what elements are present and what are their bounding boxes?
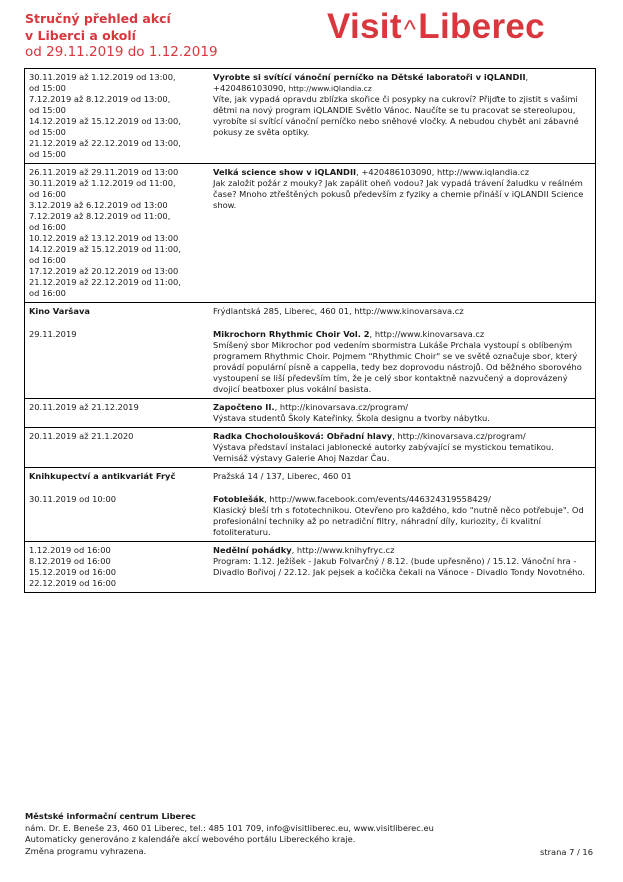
event-info xyxy=(209,485,596,542)
event-description: Víte, jak vypadá opravdu zblízka skořice či posypky na cukroví? Přijďte to zjistit s vašimi dětmi na nový program iQLANDIE Světlo Vánoc. Naučíte se tu pracovat se stereolupou, vyrobíte si svítící vánoční perníčko nebo sněhové vločky. A nebudou chybět ani zábavné pokusy ze světa optiky. xyxy=(213,94,579,137)
event-title: Radka Chocholoušková: Obřadní hlavy xyxy=(213,431,393,441)
event-row xyxy=(25,320,596,399)
event-row xyxy=(25,164,596,303)
event-date-line: 30.11.2019 až 1.12.2019 od 11:00, xyxy=(29,178,176,188)
event-contact: , +420486103090, xyxy=(213,72,529,93)
venue-name: Knihkupectví a antikvariát Fryč xyxy=(25,468,210,486)
event-date-line: 30.11.2019 až 1.12.2019 od 13:00, xyxy=(29,72,176,82)
event-description: Jak založit požár z mouky? Jak zapálit oheň vodou? Jak vypadá trávení žaludku v reálném čase? Mnoho ztřeštěných pokusů především z fyziky a chemie přináší v iQLANDII Science show. xyxy=(213,178,584,210)
event-contact: , +420486103090, http://www.iqlandia.cz xyxy=(356,167,530,177)
event-date-line: od 16:00 xyxy=(29,222,66,232)
event-date: 30.11.2019 od 10:00 xyxy=(25,485,210,542)
event-date-line: 1.12.2019 od 16:00 xyxy=(29,545,111,555)
title-line-2: v Liberci a okolí xyxy=(25,28,136,43)
event-title: Fotoblešák xyxy=(213,494,265,504)
event-dates xyxy=(25,164,210,303)
event-row xyxy=(25,485,596,542)
event-date-line: 15.12.2019 od 16:00 xyxy=(29,567,117,577)
event-description: Program: 1.12. Ježíšek - Jakub Folvarčný / 8.12. (bude upřesněno) / 15.12. Vánoční hra - Divadlo Bořivoj / 22.12. Jak pejsek a kočička čekali na Vánoce - Divadlo Tondy Novotného. xyxy=(213,556,585,577)
event-dates xyxy=(25,69,210,164)
event-info xyxy=(209,399,596,428)
event-info xyxy=(209,69,596,164)
event-info xyxy=(209,320,596,399)
event-date: 20.11.2019 až 21.1.2020 xyxy=(25,428,210,468)
footer-org: Městské informační centrum Liberec xyxy=(25,811,196,821)
event-row xyxy=(25,399,596,428)
visit-liberec-logo: Visit^Liberec xyxy=(327,7,545,46)
event-description: Výstava představí instalaci jablonecké autorky zabývající se mystickou tematikou. Vernisáž výstavy Galerie Ahoj Nazdar Čau. xyxy=(213,442,554,463)
event-date-line: 14.12.2019 až 15.12.2019 od 13:00, xyxy=(29,116,181,126)
footer-auto-note: Automaticky generováno z kalendáře akcí webového portálu Libereckého kraje. xyxy=(25,834,356,844)
event-row xyxy=(25,428,596,468)
venue-row xyxy=(25,468,596,486)
event-date-line: od 15:00 xyxy=(29,127,66,137)
page-number: strana 7 / 16 xyxy=(540,847,593,857)
venue-address: Pražská 14 / 137, Liberec, 460 01 xyxy=(209,468,596,486)
event-contact: , http://kinovarsava.cz/program/ xyxy=(274,402,409,412)
date-range: od 29.11.2019 do 1.12.2019 xyxy=(25,44,218,60)
venue-name: Kino Varšava xyxy=(25,303,210,321)
event-date-line: 22.12.2019 od 16:00 xyxy=(29,578,117,588)
event-date-line: od 15:00 xyxy=(29,105,66,115)
event-info xyxy=(209,428,596,468)
event-date-line: od 16:00 xyxy=(29,189,66,199)
event-title: Nedělní pohádky xyxy=(213,545,292,555)
footer xyxy=(25,811,434,857)
event-info xyxy=(209,542,596,593)
event-date-line: 3.12.2019 až 6.12.2019 od 13:00 xyxy=(29,200,168,210)
event-date-line: 21.12.2019 až 22.12.2019 od 13:00, xyxy=(29,138,181,148)
event-description: Klasický bleší trh s fototechnikou. Otevřeno pro každého, kdo "nutně něco potřebuje". Od profesionální techniky až po netradiční filtry, náhradní díly, kuriozity, či kvalitní fotoliteraturu. xyxy=(213,505,584,537)
venue-address: Frýdlantská 285, Liberec, 460 01, http://www.kinovarsava.cz xyxy=(209,303,596,321)
events-table xyxy=(24,68,596,593)
event-contact: , http://kinovarsava.cz/program/ xyxy=(392,431,526,441)
event-date-line: 10.12.2019 až 13.12.2019 od 13:00 xyxy=(29,233,179,243)
event-date-line: 14.12.2019 až 15.12.2019 od 11:00, xyxy=(29,244,181,254)
title-line-1: Stručný přehled akcí xyxy=(25,11,171,26)
event-row xyxy=(25,69,596,164)
event-dates xyxy=(25,542,210,593)
event-title: Vyrobte si svítící vánoční perníčko na Dětské laboratoři v iQLANDII xyxy=(213,72,526,82)
document-title xyxy=(25,10,218,61)
event-date: 29.11.2019 xyxy=(25,320,210,399)
event-date-line: 7.12.2019 až 8.12.2019 od 11:00, xyxy=(29,211,171,221)
event-date-line: od 16:00 xyxy=(29,255,66,265)
event-row xyxy=(25,542,596,593)
venue-row xyxy=(25,303,596,321)
footer-change-note: Změna programu vyhrazena. xyxy=(25,845,147,856)
event-url[interactable]: http://www.iQlandia.cz xyxy=(288,84,372,93)
event-date-line: 26.11.2019 až 29.11.2019 od 13:00 xyxy=(29,167,179,177)
event-date-line: 21.12.2019 až 22.12.2019 od 11:00, xyxy=(29,277,181,287)
event-contact: , http://www.knihyfryc.cz xyxy=(291,545,395,555)
event-description: Výstava studentů Školy Kateřinky. Škola designu a tvorby nábytku. xyxy=(213,413,490,423)
event-contact: , http://www.kinovarsava.cz xyxy=(369,329,485,339)
footer-address: nám. Dr. E. Beneše 23, 460 01 Liberec, tel.: 485 101 709, info@visitliberec.eu, www.visitliberec.eu xyxy=(25,822,434,833)
event-title: Mikrochorn Rhythmic Choir Vol. 2 xyxy=(213,329,370,339)
event-title: Započteno II. xyxy=(213,402,275,412)
event-date-line: od 15:00 xyxy=(29,83,66,93)
event-info xyxy=(209,164,596,303)
event-contact: , http://www.facebook.com/events/446324319558429/ xyxy=(264,494,491,504)
event-date-line: 17.12.2019 až 20.12.2019 od 13:00 xyxy=(29,266,179,276)
event-date-line: 7.12.2019 až 8.12.2019 od 13:00, xyxy=(29,94,171,104)
event-date-line: od 16:00 xyxy=(29,288,66,298)
event-date-line: 8.12.2019 od 16:00 xyxy=(29,556,111,566)
event-date-line: od 15:00 xyxy=(29,149,66,159)
event-date: 20.11.2019 až 21.12.2019 xyxy=(25,399,210,428)
event-title: Velká science show v iQLANDII xyxy=(213,167,357,177)
event-description: Smíšený sbor Mikrochor pod vedením sbormistra Lukáše Prchala vystoupí s oblíbeným programem Rhythmic Choir. Pojmem "Rhythmic Choir" se ve světě označuje sbor, který provádí populární písně a cappella, tedy bez doprovodu nástrojů. Od běžného sborového vystoupení se liší především tím, že je celý sbor kontaktně nazvučený a doprovázený dvojicí beatboxer plus vokální basista. xyxy=(213,340,582,394)
